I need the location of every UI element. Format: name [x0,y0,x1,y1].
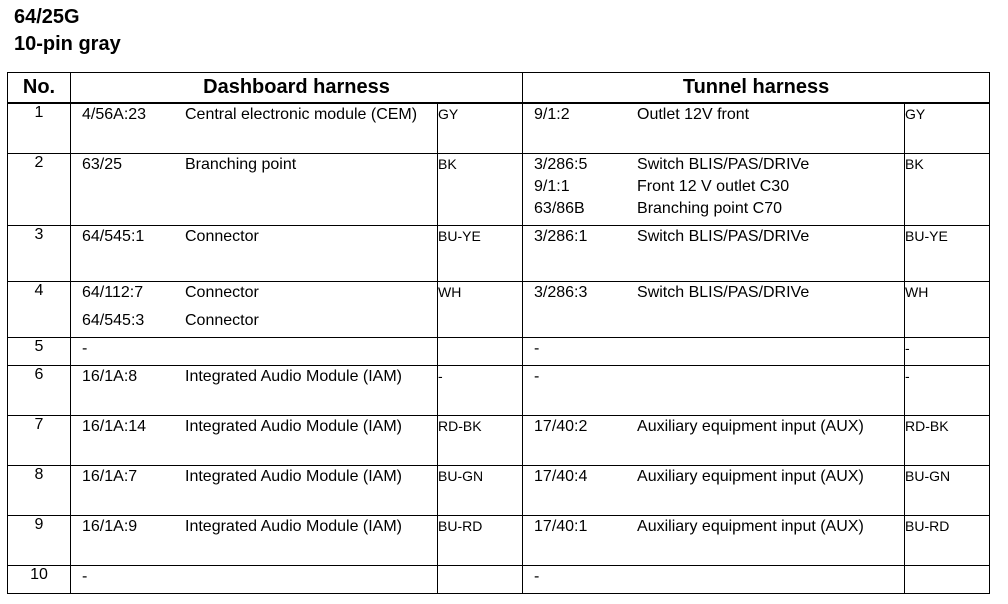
dashboard-component-name [185,566,437,588]
pin-number: 2 [8,153,71,225]
pin-number: 7 [8,415,71,465]
tunnel-component-id: 17/40:1 [534,517,588,535]
connector-subtitle: 10-pin gray [14,33,121,55]
table-row [8,103,990,153]
dashboard-component-id: 16/1A:14 [82,417,147,435]
dashboard-entry [71,282,437,304]
tunnel-component-id: 9/1:1 [534,177,570,195]
dashboard-component-id: 64/545:3 [82,311,145,329]
dashboard-wire-color: WH [438,281,523,337]
table-row [8,365,990,415]
dashboard-component-name: Branching point [185,155,297,173]
tunnel-component-id: - [534,367,540,385]
connector-title: 64/25G [14,6,80,28]
dashboard-connection [71,515,438,565]
dashboard-entry [71,104,437,126]
dashboard-entry [71,226,437,248]
tunnel-connection [523,103,905,153]
dashboard-component-name: Integrated Audio Module (IAM) [185,467,403,485]
table-row [8,565,990,593]
table-row [8,225,990,281]
tunnel-wire-color: - [905,365,990,415]
tunnel-entry [523,154,904,176]
tunnel-connection [523,415,905,465]
tunnel-component-id: 3/286:3 [534,283,588,301]
dashboard-wire-color: RD-BK [438,415,523,465]
dashboard-connection [71,153,438,225]
tunnel-component-id: - [534,339,540,357]
tunnel-component-id: 3/286:5 [534,155,588,173]
pin-number: 9 [8,515,71,565]
table-row [8,515,990,565]
dashboard-component-name: Integrated Audio Module (IAM) [185,417,403,435]
dashboard-connection [71,225,438,281]
dashboard-connection [71,565,438,593]
dashboard-component-id: 16/1A:8 [82,367,138,385]
tunnel-connection [523,515,905,565]
tunnel-entry [523,104,904,126]
tunnel-component-name: Outlet 12V front [637,106,750,123]
dashboard-wire-color: BK [438,153,523,225]
tunnel-connection [523,465,905,515]
dashboard-component-id: - [82,567,88,585]
pinout-rows [8,103,990,593]
dashboard-component-name: Connector [185,227,259,245]
tunnel-component-name [637,366,904,388]
dashboard-wire-color: BU-RD [438,515,523,565]
dashboard-wire-color: BU-GN [438,465,523,515]
table-row [8,465,990,515]
tunnel-component-name [637,566,904,588]
dashboard-wire-color: GY [438,103,523,153]
tunnel-entry [523,366,904,388]
dashboard-connection [71,281,438,337]
tunnel-component-id: 17/40:2 [534,417,588,435]
dashboard-component-id: 64/545:1 [82,227,145,245]
tunnel-entry [523,566,904,588]
header-pin-number: No. [8,73,71,104]
dashboard-component-name: Central electronic module (CEM) [185,106,418,123]
tunnel-component-name: Switch BLIS/PAS/DRIVe [637,227,810,245]
dashboard-component-id: 64/112:7 [82,283,144,301]
tunnel-entry [523,198,904,220]
dashboard-entry [71,366,437,388]
dashboard-wire-color [438,565,523,593]
table-row [8,281,990,337]
tunnel-wire-color: BU-RD [905,515,990,565]
tunnel-wire-color: - [905,337,990,365]
tunnel-wire-color: GY [905,103,990,153]
dashboard-entry [71,466,437,488]
tunnel-entry [523,338,904,360]
tunnel-entry [523,416,904,438]
dashboard-component-name [185,338,437,360]
header-dashboard-harness: Dashboard harness [71,73,523,104]
pin-number: 10 [8,565,71,593]
dashboard-connection [71,103,438,153]
title-block [14,4,121,58]
tunnel-component-name: Switch BLIS/PAS/DRIVe [637,283,810,301]
dashboard-entry [71,416,437,438]
dashboard-entry [71,154,437,176]
tunnel-entry [523,466,904,488]
tunnel-entry [523,176,904,198]
dashboard-connection [71,415,438,465]
dashboard-component-name: Connector [185,283,259,301]
tunnel-wire-color: WH [905,281,990,337]
tunnel-entry [523,226,904,248]
dashboard-wire-color [438,337,523,365]
tunnel-component-id: 63/86B [534,199,585,217]
dashboard-entry [71,516,437,538]
header-tunnel-harness: Tunnel harness [523,73,990,104]
table-row [8,415,990,465]
tunnel-component-id: 3/286:1 [534,227,588,245]
tunnel-component-name: Auxiliary equipment input (AUX) [637,517,864,535]
tunnel-connection [523,337,905,365]
tunnel-component-name [637,338,904,360]
tunnel-connection [523,153,905,225]
tunnel-connection [523,365,905,415]
tunnel-component-id: 17/40:4 [534,467,588,485]
pin-number: 4 [8,281,71,337]
table-row [8,153,990,225]
tunnel-component-name: Branching point C70 [637,199,782,217]
dashboard-wire-color: - [438,365,523,415]
dashboard-connection [71,337,438,365]
tunnel-connection [523,281,905,337]
dashboard-wire-color: BU-YE [438,225,523,281]
dashboard-component-id: 16/1A:7 [82,467,138,485]
dashboard-component-id: 4/56A:23 [82,106,147,123]
dashboard-component-id: 63/25 [82,155,123,173]
tunnel-wire-color: BU-YE [905,225,990,281]
table-row [8,337,990,365]
tunnel-component-id: 9/1:2 [534,106,570,123]
pin-number: 6 [8,365,71,415]
dashboard-entry [71,338,437,360]
tunnel-entry [523,516,904,538]
tunnel-component-id: - [534,567,540,585]
dashboard-connection [71,465,438,515]
dashboard-entry [71,566,437,588]
pin-number: 8 [8,465,71,515]
dashboard-component-name: Integrated Audio Module (IAM) [185,517,403,535]
pin-number: 3 [8,225,71,281]
tunnel-component-name: Front 12 V outlet C30 [637,177,790,195]
tunnel-wire-color: BK [905,153,990,225]
tunnel-connection [523,565,905,593]
tunnel-connection [523,225,905,281]
tunnel-component-name: Auxiliary equipment input (AUX) [637,467,864,485]
dashboard-component-name: Connector [185,311,259,329]
tunnel-entry [523,282,904,304]
tunnel-wire-color [905,565,990,593]
dashboard-connection [71,365,438,415]
dashboard-entry [71,310,437,332]
tunnel-wire-color: RD-BK [905,415,990,465]
tunnel-component-name: Auxiliary equipment input (AUX) [637,417,864,435]
pin-number: 5 [8,337,71,365]
table-header-row [8,73,990,104]
dashboard-component-name: Integrated Audio Module (IAM) [185,367,403,385]
tunnel-component-name: Switch BLIS/PAS/DRIVe [637,155,810,173]
tunnel-wire-color: BU-GN [905,465,990,515]
pin-number: 1 [8,103,71,153]
dashboard-component-id: - [82,339,88,357]
dashboard-component-id: 16/1A:9 [82,517,138,535]
pinout-table [7,72,990,594]
